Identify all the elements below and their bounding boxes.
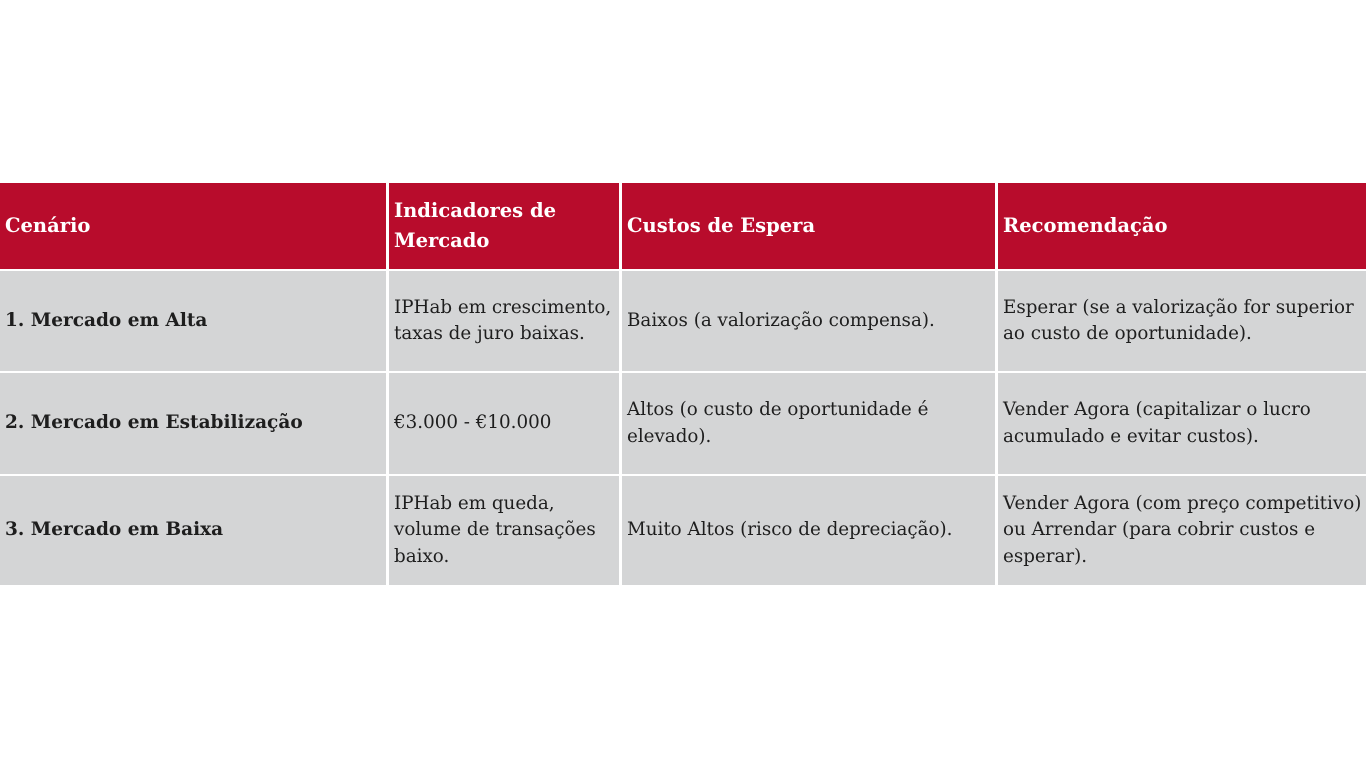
header-cell-waiting-costs <box>622 183 995 269</box>
cell-text: Vender Agora (com preço competitivo) ou Arrendar (para cobrir custos e esperar). <box>1003 492 1362 567</box>
header-cell-market-indicators <box>389 183 619 269</box>
table-cell-indicators <box>389 271 619 371</box>
header-label: Cenário <box>5 213 91 237</box>
header-label: Custos de Espera <box>627 213 816 237</box>
cell-text: 1. Mercado em Alta <box>5 309 208 331</box>
cell-text: Muito Altos (risco de depreciação). <box>627 519 953 541</box>
scenario-table <box>0 183 1366 585</box>
table-cell-scenario <box>0 476 386 585</box>
table-cell-scenario <box>0 373 386 474</box>
cell-text: 2. Mercado em Estabilização <box>5 412 303 434</box>
cell-text: 3. Mercado em Baixa <box>5 519 224 541</box>
cell-text: Esperar (se a valorização for superior ao custo de oportunidade). <box>1003 296 1354 344</box>
table-cell-indicators <box>389 373 619 474</box>
cell-text: Altos (o custo de oportunidade é elevado). <box>627 399 929 447</box>
cell-text: €3.000 - €10.000 <box>394 412 552 434</box>
cell-text: Vender Agora (capitalizar o lucro acumulado e evitar custos). <box>1003 399 1311 447</box>
cell-text: IPHab em queda, volume de transações baixo. <box>394 492 596 567</box>
table-cell-costs <box>622 373 995 474</box>
table-cell-recommendation <box>998 476 1366 585</box>
table-cell-recommendation <box>998 373 1366 474</box>
header-cell-recommendation <box>998 183 1366 269</box>
table-cell-scenario <box>0 271 386 371</box>
cell-text: Baixos (a valorização compensa). <box>627 309 935 331</box>
header-label: Indicadores de Mercado <box>394 198 556 252</box>
header-label: Recomendação <box>1003 213 1168 237</box>
table-cell-costs <box>622 271 995 371</box>
table-cell-recommendation <box>998 271 1366 371</box>
table-cell-indicators <box>389 476 619 585</box>
cell-text: IPHab em crescimento, taxas de juro baixas. <box>394 296 612 344</box>
table-cell-costs <box>622 476 995 585</box>
header-cell-scenario <box>0 183 386 269</box>
